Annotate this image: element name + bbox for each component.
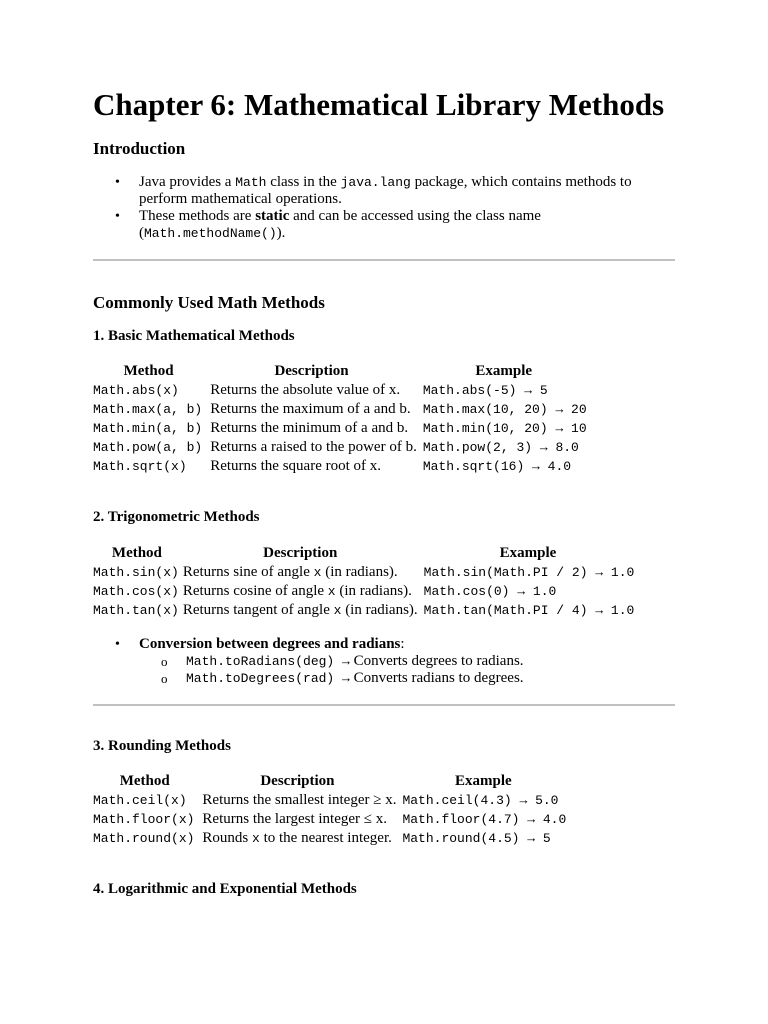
- table-header-row: [93, 543, 636, 563]
- table-row: Math.min(a, b) Returns the minimum of a and b. Math.min(10, 20) → 10: [93, 420, 587, 436]
- rounding-methods-heading: 3. Rounding Methods: [93, 738, 231, 754]
- horizontal-rule: [93, 704, 675, 706]
- conversion-list: [93, 636, 653, 687]
- table-row: Math.tan(x) Returns tangent of angle x (in radians). Math.tan(Math.PI / 4) → 1.0: [93, 602, 635, 618]
- trigonometric-methods-heading: 2. Trigonometric Methods: [93, 509, 260, 525]
- logarithmic-methods-heading: 4. Logarithmic and Exponential Methods: [93, 881, 357, 897]
- method-column-header: Method: [111, 545, 162, 561]
- common-methods-heading: Commonly Used Math Methods: [93, 293, 325, 312]
- list-item: • Java provides a Math class in the java.lang package, which contains methods to perform mathematical operations.: [93, 174, 653, 208]
- rounding-methods-table: [93, 771, 568, 848]
- list-item: o Math.toRadians(deg) → Converts degrees to radians.: [139, 653, 653, 670]
- page-title: Chapter 6: Mathematical Library Methods: [93, 87, 665, 122]
- table-header-row: [93, 361, 589, 381]
- table-row: Math.round(x) Rounds x to the nearest integer. Math.round(4.5) → 5: [93, 830, 551, 846]
- conversion-sublist: [139, 653, 653, 687]
- list-item: • Conversion between degrees and radians: o Math.toRadians(deg) → Converts degrees to radians. o Math.toDegrees(rad) → Converts radians to degrees.: [93, 636, 653, 687]
- table-row: Math.abs(x) Returns the absolute value of x. Math.abs(-5) → 5: [93, 382, 548, 398]
- description-column-header: Description: [263, 545, 338, 561]
- introduction-heading: Introduction: [93, 139, 186, 158]
- trigonometric-methods-table: [93, 543, 636, 620]
- list-item: o Math.toDegrees(rad) → Converts radians to degrees.: [139, 670, 653, 687]
- table-header-row: [93, 771, 568, 791]
- method-column-header: Method: [123, 363, 174, 379]
- list-item: • These methods are static and can be accessed using the class name (Math.methodName()).: [93, 208, 653, 242]
- basic-methods-heading: 1. Basic Mathematical Methods: [93, 328, 295, 344]
- example-column-header: Example: [455, 773, 512, 789]
- example-column-header: Example: [499, 545, 557, 561]
- method-column-header: Method: [119, 773, 170, 789]
- description-column-header: Description: [274, 363, 349, 379]
- description-column-header: Description: [260, 773, 335, 789]
- table-row: Math.sin(x) Returns sine of angle x (in radians). Math.sin(Math.PI / 2) → 1.0: [93, 564, 635, 580]
- table-row: Math.sqrt(x) Returns the square root of x. Math.sqrt(16) → 4.0: [93, 458, 572, 474]
- table-row: Math.ceil(x) Returns the smallest integer ≥ x. Math.ceil(4.3) → 5.0: [93, 792, 559, 808]
- horizontal-rule: [93, 259, 675, 261]
- table-row: Math.floor(x) Returns the largest integer ≤ x. Math.floor(4.7) → 4.0: [93, 811, 567, 827]
- table-row: Math.cos(x) Returns cosine of angle x (in radians). Math.cos(0) → 1.0: [93, 583, 557, 599]
- table-row: Math.max(a, b) Returns the maximum of a and b. Math.max(10, 20) → 20: [93, 401, 587, 417]
- table-row: Math.pow(a, b) Returns a raised to the power of b. Math.pow(2, 3) → 8.0: [93, 439, 579, 455]
- basic-methods-table: [93, 361, 589, 476]
- example-column-header: Example: [475, 363, 533, 379]
- introduction-list: [93, 174, 653, 242]
